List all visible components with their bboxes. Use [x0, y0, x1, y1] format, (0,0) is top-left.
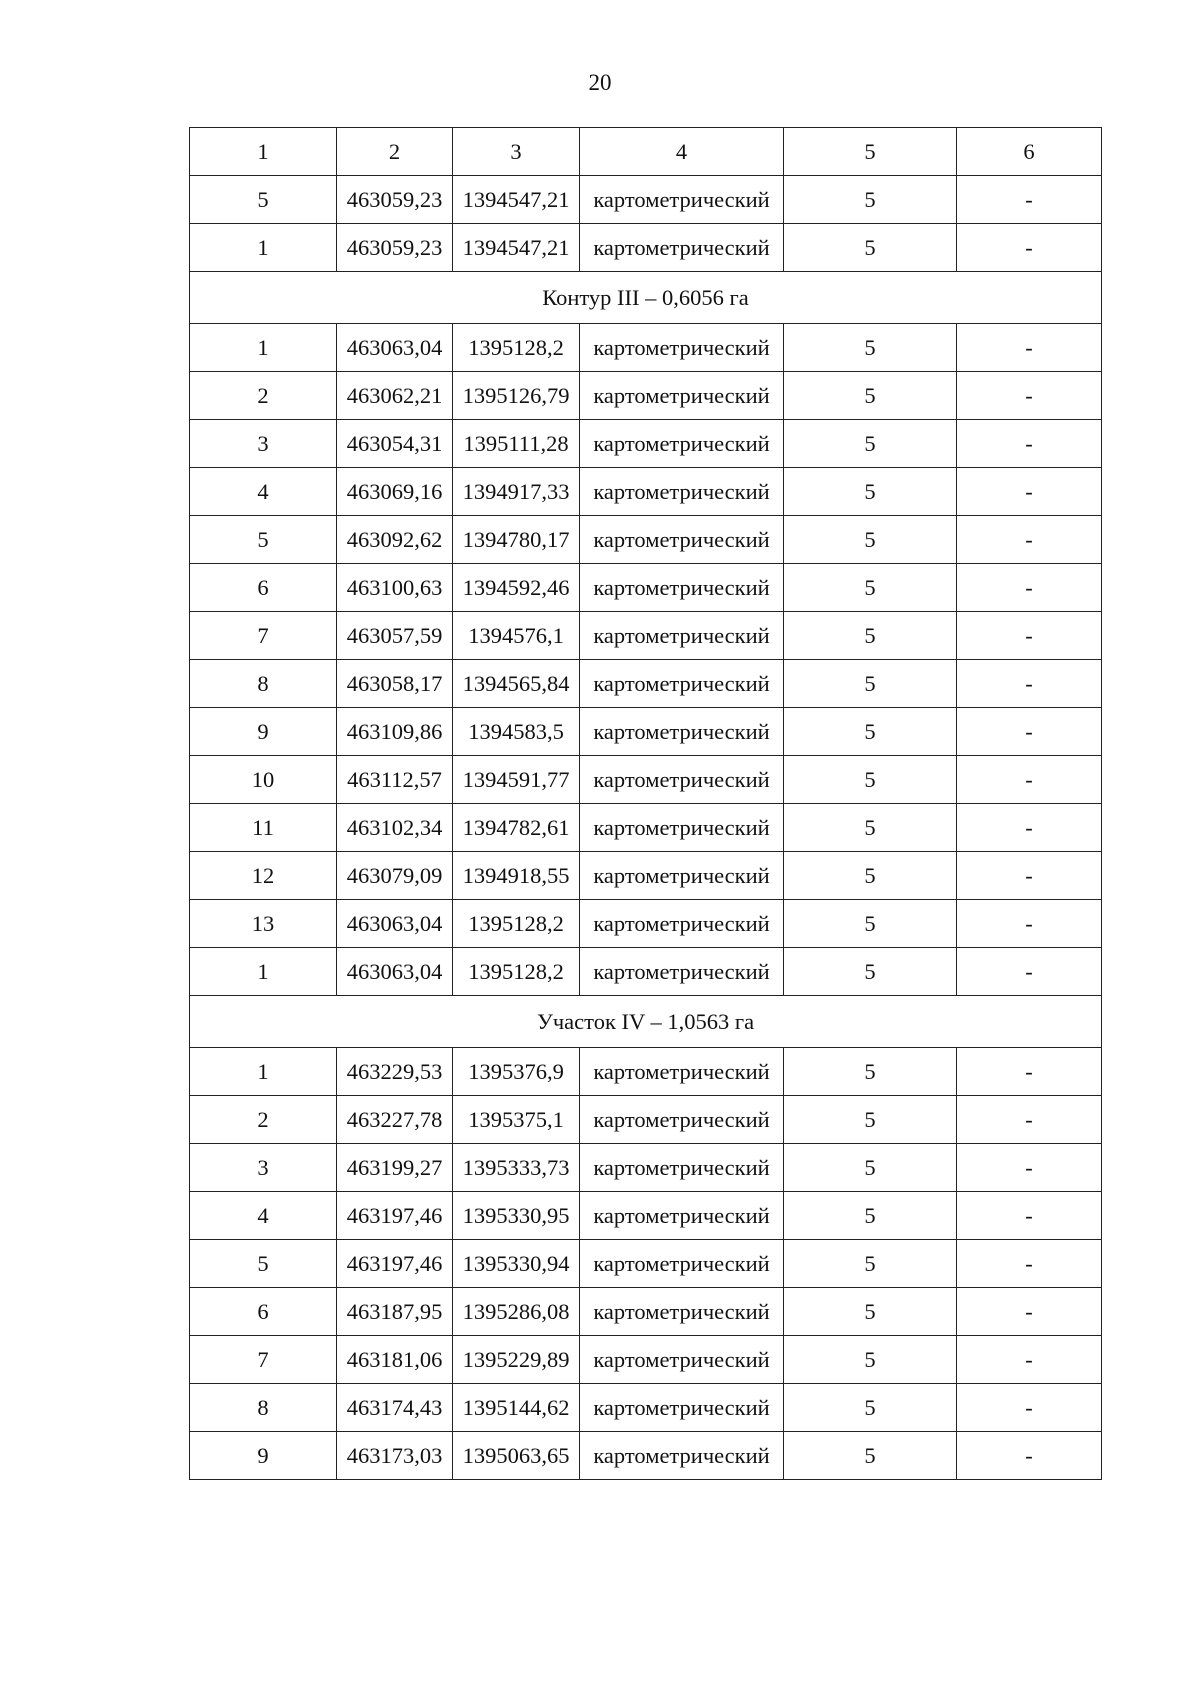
method-cell: картометрический: [580, 516, 784, 564]
method-cell: картометрический: [580, 900, 784, 948]
x-coordinate-cell: 463112,57: [337, 756, 453, 804]
point-number-cell: 4: [190, 468, 337, 516]
note-cell: -: [957, 468, 1102, 516]
table-row: [190, 1048, 1102, 1096]
note-cell: -: [957, 1048, 1102, 1096]
y-coordinate-cell: 1394583,5: [453, 708, 580, 756]
note-cell: -: [957, 900, 1102, 948]
y-coordinate-cell: 1395128,2: [453, 900, 580, 948]
x-coordinate-cell: 463059,23: [337, 176, 453, 224]
x-coordinate-cell: 463057,59: [337, 612, 453, 660]
table-row: [190, 516, 1102, 564]
accuracy-cell: 5: [784, 224, 957, 272]
note-cell: -: [957, 324, 1102, 372]
accuracy-cell: 5: [784, 804, 957, 852]
table-row: [190, 1240, 1102, 1288]
point-number-cell: 5: [190, 516, 337, 564]
table-row: [190, 756, 1102, 804]
table-row: [190, 660, 1102, 708]
method-cell: картометрический: [580, 756, 784, 804]
header-cell: 3: [453, 128, 580, 176]
table-row: [190, 900, 1102, 948]
x-coordinate-cell: 463109,86: [337, 708, 453, 756]
point-number-cell: 11: [190, 804, 337, 852]
y-coordinate-cell: 1395229,89: [453, 1336, 580, 1384]
method-cell: картометрический: [580, 176, 784, 224]
note-cell: -: [957, 660, 1102, 708]
method-cell: картометрический: [580, 1048, 784, 1096]
note-cell: -: [957, 1384, 1102, 1432]
x-coordinate-cell: 463173,03: [337, 1432, 453, 1480]
point-number-cell: 1: [190, 1048, 337, 1096]
note-cell: -: [957, 1336, 1102, 1384]
x-coordinate-cell: 463059,23: [337, 224, 453, 272]
y-coordinate-cell: 1395330,95: [453, 1192, 580, 1240]
accuracy-cell: 5: [784, 612, 957, 660]
point-number-cell: 2: [190, 1096, 337, 1144]
x-coordinate-cell: 463069,16: [337, 468, 453, 516]
x-coordinate-cell: 463092,62: [337, 516, 453, 564]
accuracy-cell: 5: [784, 948, 957, 996]
method-cell: картометрический: [580, 612, 784, 660]
coordinates-table: [189, 127, 1102, 1480]
accuracy-cell: 5: [784, 900, 957, 948]
point-number-cell: 3: [190, 420, 337, 468]
x-coordinate-cell: 463227,78: [337, 1096, 453, 1144]
x-coordinate-cell: 463229,53: [337, 1048, 453, 1096]
method-cell: картометрический: [580, 948, 784, 996]
table-row: [190, 1336, 1102, 1384]
table-row: [190, 176, 1102, 224]
accuracy-cell: 5: [784, 1288, 957, 1336]
table-row: [190, 612, 1102, 660]
method-cell: картометрический: [580, 1144, 784, 1192]
point-number-cell: 8: [190, 1384, 337, 1432]
y-coordinate-cell: 1394918,55: [453, 852, 580, 900]
x-coordinate-cell: 463062,21: [337, 372, 453, 420]
method-cell: картометрический: [580, 804, 784, 852]
header-cell: 1: [190, 128, 337, 176]
y-coordinate-cell: 1395376,9: [453, 1048, 580, 1096]
note-cell: -: [957, 224, 1102, 272]
point-number-cell: 6: [190, 1288, 337, 1336]
section-heading-row: [190, 272, 1102, 324]
accuracy-cell: 5: [784, 420, 957, 468]
note-cell: -: [957, 516, 1102, 564]
y-coordinate-cell: 1395126,79: [453, 372, 580, 420]
method-cell: картометрический: [580, 564, 784, 612]
x-coordinate-cell: 463197,46: [337, 1192, 453, 1240]
accuracy-cell: 5: [784, 564, 957, 612]
table-row: [190, 804, 1102, 852]
table-body: [190, 128, 1102, 1480]
point-number-cell: 13: [190, 900, 337, 948]
table-row: [190, 324, 1102, 372]
y-coordinate-cell: 1395375,1: [453, 1096, 580, 1144]
y-coordinate-cell: 1394592,46: [453, 564, 580, 612]
accuracy-cell: 5: [784, 324, 957, 372]
section-heading: Участок IV – 1,0563 га: [190, 996, 1102, 1048]
method-cell: картометрический: [580, 660, 784, 708]
accuracy-cell: 5: [784, 1432, 957, 1480]
table-row: [190, 1432, 1102, 1480]
note-cell: -: [957, 948, 1102, 996]
y-coordinate-cell: 1395330,94: [453, 1240, 580, 1288]
point-number-cell: 5: [190, 176, 337, 224]
note-cell: -: [957, 176, 1102, 224]
point-number-cell: 1: [190, 324, 337, 372]
accuracy-cell: 5: [784, 468, 957, 516]
section-heading: Контур III – 0,6056 га: [190, 272, 1102, 324]
accuracy-cell: 5: [784, 1384, 957, 1432]
note-cell: -: [957, 1240, 1102, 1288]
note-cell: -: [957, 756, 1102, 804]
method-cell: картометрический: [580, 1432, 784, 1480]
accuracy-cell: 5: [784, 708, 957, 756]
x-coordinate-cell: 463079,09: [337, 852, 453, 900]
point-number-cell: 9: [190, 708, 337, 756]
x-coordinate-cell: 463197,46: [337, 1240, 453, 1288]
note-cell: -: [957, 1096, 1102, 1144]
accuracy-cell: 5: [784, 1192, 957, 1240]
method-cell: картометрический: [580, 324, 784, 372]
accuracy-cell: 5: [784, 1240, 957, 1288]
method-cell: картометрический: [580, 1240, 784, 1288]
x-coordinate-cell: 463187,95: [337, 1288, 453, 1336]
method-cell: картометрический: [580, 468, 784, 516]
x-coordinate-cell: 463100,63: [337, 564, 453, 612]
accuracy-cell: 5: [784, 372, 957, 420]
table-row: [190, 468, 1102, 516]
accuracy-cell: 5: [784, 852, 957, 900]
x-coordinate-cell: 463058,17: [337, 660, 453, 708]
accuracy-cell: 5: [784, 1048, 957, 1096]
note-cell: -: [957, 612, 1102, 660]
table-row: [190, 372, 1102, 420]
y-coordinate-cell: 1394591,77: [453, 756, 580, 804]
method-cell: картометрический: [580, 852, 784, 900]
y-coordinate-cell: 1395063,65: [453, 1432, 580, 1480]
point-number-cell: 4: [190, 1192, 337, 1240]
table-row: [190, 948, 1102, 996]
accuracy-cell: 5: [784, 660, 957, 708]
page-number: 20: [588, 70, 612, 95]
y-coordinate-cell: 1394547,21: [453, 176, 580, 224]
note-cell: -: [957, 564, 1102, 612]
table-row: [190, 852, 1102, 900]
note-cell: -: [957, 852, 1102, 900]
point-number-cell: 7: [190, 1336, 337, 1384]
y-coordinate-cell: 1394782,61: [453, 804, 580, 852]
method-cell: картометрический: [580, 1096, 784, 1144]
point-number-cell: 8: [190, 660, 337, 708]
method-cell: картометрический: [580, 1192, 784, 1240]
method-cell: картометрический: [580, 372, 784, 420]
note-cell: -: [957, 1432, 1102, 1480]
y-coordinate-cell: 1394565,84: [453, 660, 580, 708]
table-row: [190, 1288, 1102, 1336]
header-cell: 4: [580, 128, 784, 176]
header-cell: 5: [784, 128, 957, 176]
x-coordinate-cell: 463063,04: [337, 900, 453, 948]
accuracy-cell: 5: [784, 1096, 957, 1144]
method-cell: картометрический: [580, 708, 784, 756]
point-number-cell: 5: [190, 1240, 337, 1288]
y-coordinate-cell: 1395286,08: [453, 1288, 580, 1336]
x-coordinate-cell: 463102,34: [337, 804, 453, 852]
note-cell: -: [957, 804, 1102, 852]
note-cell: -: [957, 420, 1102, 468]
accuracy-cell: 5: [784, 1336, 957, 1384]
table-row: [190, 564, 1102, 612]
method-cell: картометрический: [580, 1288, 784, 1336]
x-coordinate-cell: 463063,04: [337, 948, 453, 996]
section-heading-row: [190, 996, 1102, 1048]
x-coordinate-cell: 463181,06: [337, 1336, 453, 1384]
point-number-cell: 3: [190, 1144, 337, 1192]
y-coordinate-cell: 1394917,33: [453, 468, 580, 516]
point-number-cell: 9: [190, 1432, 337, 1480]
header-cell: 2: [337, 128, 453, 176]
table-row: [190, 1192, 1102, 1240]
y-coordinate-cell: 1395128,2: [453, 324, 580, 372]
note-cell: -: [957, 372, 1102, 420]
y-coordinate-cell: 1395128,2: [453, 948, 580, 996]
method-cell: картометрический: [580, 1384, 784, 1432]
method-cell: картометрический: [580, 1336, 784, 1384]
point-number-cell: 7: [190, 612, 337, 660]
note-cell: -: [957, 1192, 1102, 1240]
table-header-row: [190, 128, 1102, 176]
y-coordinate-cell: 1395111,28: [453, 420, 580, 468]
header-cell: 6: [957, 128, 1102, 176]
accuracy-cell: 5: [784, 756, 957, 804]
y-coordinate-cell: 1394547,21: [453, 224, 580, 272]
note-cell: -: [957, 708, 1102, 756]
y-coordinate-cell: 1395144,62: [453, 1384, 580, 1432]
y-coordinate-cell: 1395333,73: [453, 1144, 580, 1192]
x-coordinate-cell: 463174,43: [337, 1384, 453, 1432]
table-row: [190, 1384, 1102, 1432]
accuracy-cell: 5: [784, 516, 957, 564]
table-row: [190, 708, 1102, 756]
method-cell: картометрический: [580, 420, 784, 468]
accuracy-cell: 5: [784, 176, 957, 224]
note-cell: -: [957, 1288, 1102, 1336]
accuracy-cell: 5: [784, 1144, 957, 1192]
point-number-cell: 6: [190, 564, 337, 612]
x-coordinate-cell: 463054,31: [337, 420, 453, 468]
point-number-cell: 1: [190, 224, 337, 272]
method-cell: картометрический: [580, 224, 784, 272]
note-cell: -: [957, 1144, 1102, 1192]
x-coordinate-cell: 463063,04: [337, 324, 453, 372]
table-row: [190, 420, 1102, 468]
point-number-cell: 1: [190, 948, 337, 996]
table-row: [190, 1144, 1102, 1192]
point-number-cell: 10: [190, 756, 337, 804]
point-number-cell: 12: [190, 852, 337, 900]
y-coordinate-cell: 1394576,1: [453, 612, 580, 660]
table-row: [190, 1096, 1102, 1144]
y-coordinate-cell: 1394780,17: [453, 516, 580, 564]
x-coordinate-cell: 463199,27: [337, 1144, 453, 1192]
point-number-cell: 2: [190, 372, 337, 420]
table-row: [190, 224, 1102, 272]
